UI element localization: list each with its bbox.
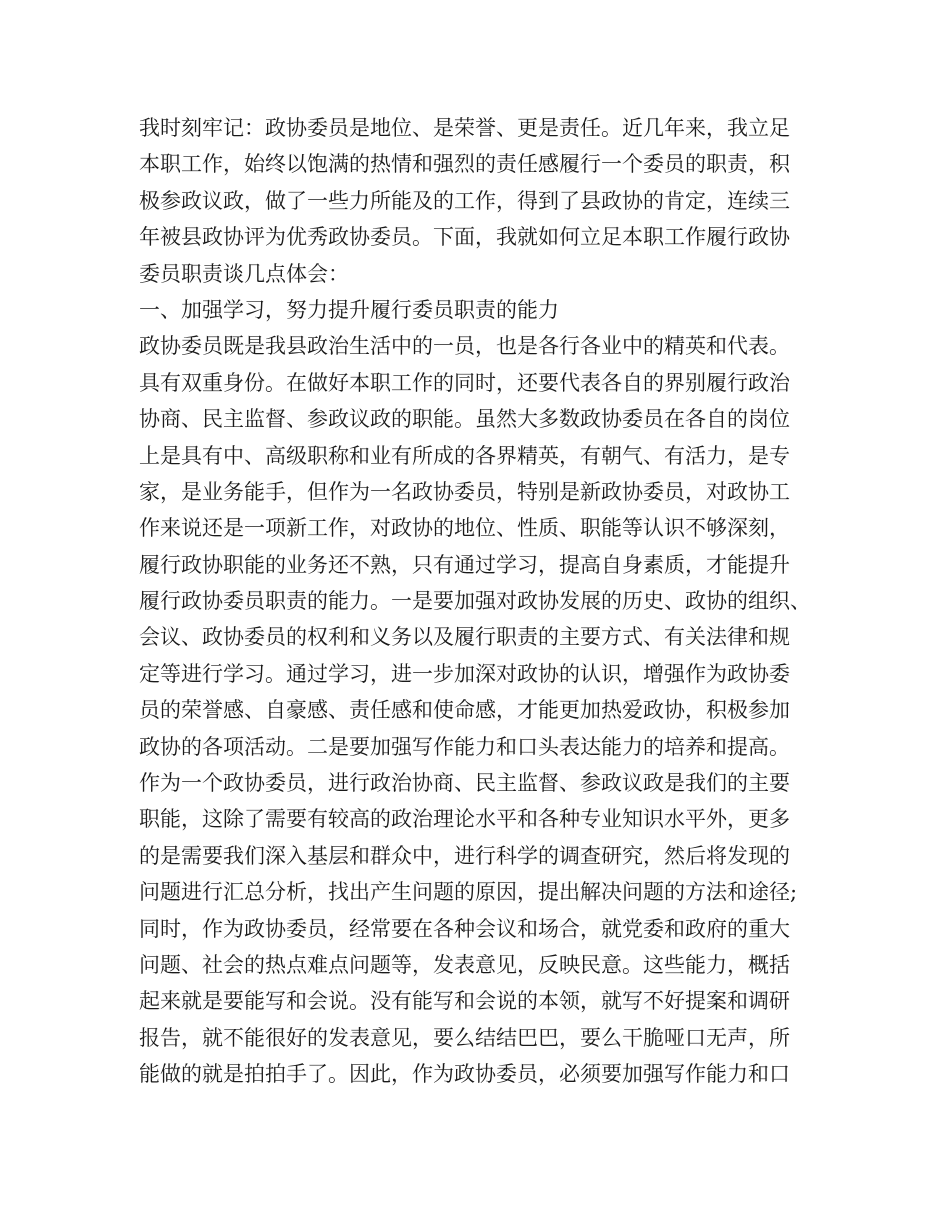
text-line: 具有双重身份。在做好本职工作的同时，还要代表各自的界别履行政治: [139, 370, 790, 395]
text-line: 起来就是要能写和会说。没有能写和会说的本领，就写不好提案和调研: [139, 989, 790, 1014]
text-line: 问题进行汇总分析，找出产生问题的原因，提出解决问题的方法和途径;: [139, 880, 798, 905]
text-line: 作为一个政协委员，进行政治协商、民主监督、参政议政是我们的主要: [139, 771, 790, 796]
text-line: 本职工作，始终以饱满的热情和强烈的责任感履行一个委员的职责，积: [139, 152, 790, 177]
text-line: 委员职责谈几点体会：: [139, 261, 349, 286]
text-line: 的是需要我们深入基层和群众中，进行科学的调查研究，然后将发现的: [139, 843, 790, 868]
text-line: 极参政议政，做了一些力所能及的工作，得到了县政协的肯定，连续三: [139, 188, 790, 213]
text-line: 年被县政协评为优秀政协委员。下面，我就如何立足本职工作履行政协: [139, 225, 790, 250]
text-line: 报告，就不能很好的发表意见，要么结结巴巴，要么干脆哑口无声，所: [139, 1025, 790, 1050]
text-line: 定等进行学习。通过学习，进一步加深对政协的认识，增强作为政协委: [139, 661, 790, 686]
text-line: 政协的各项活动。二是要加强写作能力和口头表达能力的培养和提高。: [139, 734, 790, 759]
text-line: 同时，作为政协委员，经常要在各种会议和场合，就党委和政府的重大: [139, 916, 790, 941]
text-line: 政协委员既是我县政治生活中的一员，也是各行各业中的精英和代表。: [139, 334, 790, 359]
body-text: [139, 110, 839, 1093]
text-line: 职能，这除了需要有较高的政治理论水平和各种专业知识水平外，更多: [139, 807, 790, 832]
text-line: 作来说还是一项新工作，对政协的地位、性质、职能等认识不够深刻，: [139, 516, 790, 541]
text-line: 问题、社会的热点难点问题等，发表意见，反映民意。这些能力，概括: [139, 952, 790, 977]
text-line: 协商、民主监督、参政议政的职能。虽然大多数政协委员在各自的岗位: [139, 407, 790, 432]
text-line: 上是具有中、高级职称和业有所成的各界精英，有朝气、有活力，是专: [139, 443, 790, 468]
text-line: 履行政协委员职责的能力。一是要加强对政协发展的历史、政协的组织、: [139, 589, 811, 614]
text-line: 员的荣誉感、自豪感、责任感和使命感，才能更加热爱政协，积极参加: [139, 698, 790, 723]
text-line: 能做的就是拍拍手了。因此，作为政协委员，必须要加强写作能力和口: [139, 1062, 790, 1087]
section-heading: 一、加强学习，努力提升履行委员职责的能力: [139, 297, 559, 322]
text-line: 我时刻牢记：政协委员是地位、是荣誉、更是责任。近几年来，我立足: [139, 116, 790, 140]
text-line: 家，是业务能手，但作为一名政协委员，特别是新政协委员，对政协工: [139, 479, 790, 504]
text-line: 履行政协职能的业务还不熟，只有通过学习，提高自身素质，才能提升: [139, 552, 790, 577]
text-line: 会议、政协委员的权利和义务以及履行职责的主要方式、有关法律和规: [139, 625, 790, 650]
